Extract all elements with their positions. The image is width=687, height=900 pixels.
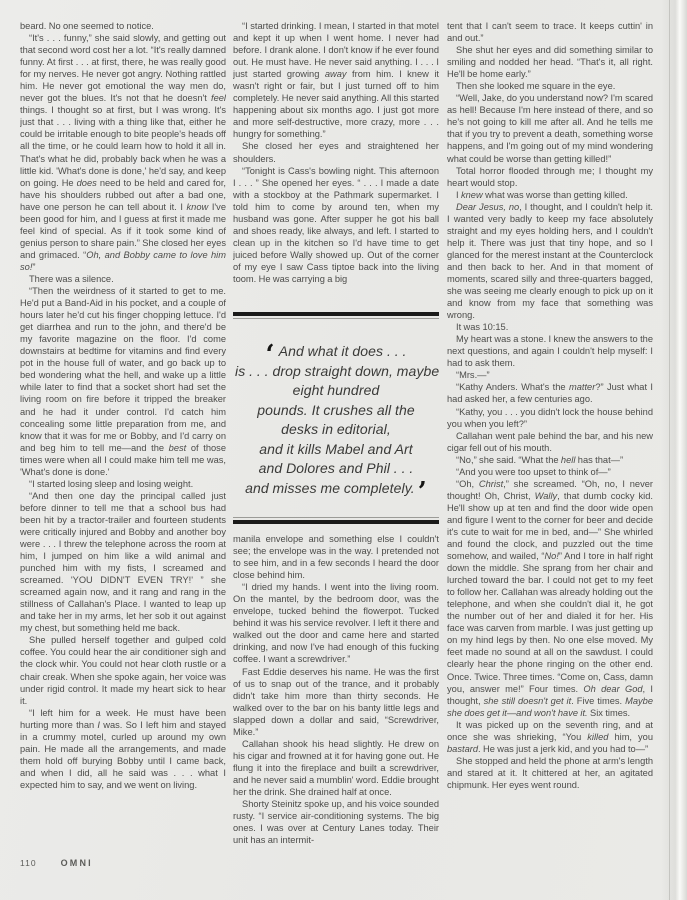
page-edge-shading: [661, 0, 687, 900]
text-column-middle: [233, 20, 439, 882]
paragraph: I knew what was worse than getting killed.: [456, 189, 628, 200]
paragraph: It was picked up on the seventh ring, and at once she was shrieking, “You killed him, you bastard. He was just a jerk kid, and you had to—”: [447, 719, 653, 754]
paragraph: It was 10:15.: [456, 322, 509, 333]
text-column-right: [447, 20, 653, 886]
pull-quote-bottom-rule: [233, 520, 439, 524]
page-edge-line: [669, 0, 670, 900]
paragraph: “Then the weirdness of it started to get to me. He'd put a Band-Aid in his pocket, and a couple of hours later he'd cut his finger chopping lettuce. I'd get diarrhea and run to the john, and there'd be my favorite magazine on the floor. I'd come downstairs at bedtime for vitamins and find every pot in the house full of water, and go back up to bed wondering what the hell, and wake up a little while later to find that a socket short had set the living room on fire before it tripped the breaker and he had it under control. I'd catch him concealing some little preparation from me, and know that it was for me or Bobby, and I'd carry on and beg him to tell me—and the best of those times were when all I could make him tell me was, 'What's done is done.': [20, 286, 226, 477]
pull-quote-box: [233, 312, 439, 524]
pull-quote-line: and Dolores and Phil . . .: [258, 460, 414, 476]
pull-quote-line: pounds. It crushes all the: [257, 401, 415, 418]
paragraph: “Well, Jake, do you understand now? I'm scared as hell! Because I'm here instead of there, and so he's not going to kill me after all. And he tells me that if you try to prevent a death, something worse happens, and I'm going out of my mind wondering what could be worse than getting killed!”: [447, 93, 653, 164]
paragraph: “Tonight is Cass's bowling night. This afternoon I . . . ” She opened her eyes. “ . . . I made a date with a stockboy at the Pathmark supermarket. I told him to come by around ten, when my husband was gone. After supper he got his ball and shoes ready, like always, and left. I started to clean up in the kitchen so I'd have time to get juiced before Wally showed up. Out of the corner of my eye I saw Cass tiptoe back into the living toom. He was carrying a big: [233, 165, 439, 284]
paragraph: Fast Eddie deserves his name. He was the first of us to snap out of the trance, and it probably didn't take him more than thirty seconds. He walked over to the bar on his banty little legs and slapped down a dollar and said, “Screwdriver, Mike.”: [233, 666, 439, 737]
paragraph: “No,” she said. “What the hell has that—”: [456, 454, 624, 465]
paragraph: “I dried my hands. I went into the living room. On the mantel, by the bedroom door, was the envelope, tucked behind the flowerpot. Tucked behind it was his service revolver. I left it there and walked out the door and came here and started drinking, and now I've had enough of this fucking coffee. I want a screwdriver.”: [233, 582, 439, 665]
close-quote-icon: ’: [417, 476, 427, 507]
paragraph: “Kathy, you . . . you didn't lock the house behind you when you left?”: [447, 406, 653, 429]
pull-quote-line: desks in editorial,: [281, 421, 391, 437]
text-column-left: [20, 20, 226, 856]
paragraph: Then she looked me square in the eye.: [456, 81, 616, 92]
page-number: 110: [20, 858, 37, 868]
paragraph: There was a silence.: [29, 273, 114, 284]
paragraph: “It's . . . funny,” she said slowly, and getting out that second word cost her a lot. “It's really damned funny. At first . . . at first, there, he was really good for my nerves. He never got angry. Nothing rattled him. He never got emotional the way men do, never got the blues. It's not that he doesn't feel things. I thought so at first, but I was wrong. It's just that . . . living with a thing like that, either he could be irritable enough to bite people's heads off all the time, or he could learn how to hold it all in. That's what he did, probably back when he was a little kid. 'What's done is done,' he'd say, and keep on going. He does need to be held and cared for, have his shoulders rubbed out after a bad one, have one person he can tell about it. I know I've been good for him, and I guess at first it made me feel kind of special. As if it took some kind of genius person to share pain.” She closed her eyes and grimaced. “Oh, and Bobby came to love him so!”: [20, 33, 226, 272]
paragraph: tent that I can't seem to trace. It keeps cuttin' in and out.”: [447, 21, 653, 44]
paragraph: Callahan shook his head slightly. He drew on his cigar and frowned at it for having gone out. He flung it into the fireplace and built a screwdriver, and he never said a mumblin' word. Eddie brought her the drink. She drained half at once.: [233, 738, 439, 797]
paragraph: Dear Jesus, no, I thought, and I couldn't help it. I wanted very badly to keep my face absolutely straight and my eyes holding hers, and I couldn't help it. There was just that tiny hope, and so I glanced for the merest instant at the Counterclock and then back to her. And in that moment of moments, scared silly and three-quarters bagged, she was seeing me clearly enough to pick up on it and know from my face that something was wrong.: [447, 201, 653, 321]
paragraph: “I started drinking. I mean, I started in that motel and kept it up when I went home. I never had before. I drank alone. I don't know if he ever found out. He must have. He never said anything. I . . . I just started growing away from him. I knew it wasn't right or fair, but I just turned off to him completely. He never said anything. All this started happening about six months ago. I just got more and more self-destructive, more crazy, more . . . hungry for something.”: [233, 21, 439, 140]
paragraph: She pulled herself together and gulped cold coffee. You could hear the air conditioner sigh and the clock whir. You could not hear cloth rustle or a chair creak. When she spoke again, her voice was under rigid control. It made my heart sick to hear it.: [20, 635, 226, 706]
magazine-title: OMNI: [60, 858, 93, 868]
middle-column-top-text: [233, 20, 439, 312]
paragraph: Callahan went pale behind the bar, and his new cigar fell out of his mouth.: [447, 430, 653, 453]
paragraph: “And you were too upset to think of—”: [456, 466, 611, 477]
paragraph: “Kathy Anders. What's the matter?” Just what I had asked her, a few centuries ago.: [447, 382, 653, 405]
paragraph: She closed her eyes and straightened her shoulders.: [233, 141, 439, 164]
pull-quote-line: and it kills Mabel and Art: [259, 440, 413, 457]
paragraph: Shorty Steinitz spoke up, and his voice sounded rusty. “I service air-conditioning systems. The big ones. I was over at Century Lanes today. Their unit has an intermit-: [233, 799, 439, 846]
paragraph: She stopped and held the phone at arm's length and stared at it. It chittered at her, an agitated chipmunk. Her eyes went round.: [447, 755, 653, 790]
pull-quote-text: [233, 319, 439, 517]
pull-quote-line: ‘ And what it does . . .: [265, 340, 407, 370]
middle-column-bottom-text: [233, 533, 439, 846]
paragraph: “Oh, Christ,” she screamed. “Oh, no, I never thought! Oh, Christ, Wally, that dumb cocky kid. He'll show up at ten and find the door wide open and figure I went to the corner for beer and decide it's cute to wait for me in bed, and—” She whirled and found the clock, and puzzled out the time somehow, and wailed, “No!” And I tore in half right down the middle. She sprang from her chair and lurched toward the bar. I could not get to my feet to follow her. Callahan was already holding out the telephone, and when she couldn't dial it, he got the number out of her and dialed it for her. His face was carven from marble. I was just getting up on my hind legs by then. No one else moved. My feet made no sound at all on the sawdust. I could clearly hear the phone ringing on the other end. Once. Twice. Three times. “Come on, Cass, damn you, answer me!” Four times. Oh dear God, I thought, she still doesn't get it. Five times. Maybe she does get it—and won't have it. Six times.: [447, 478, 653, 718]
paragraph: manila envelope and something else I couldn't see; the envelope was in the way. I pretended not to see him, and in a few seconds I heard the door close behind him.: [233, 534, 439, 581]
paragraph: “Mrs.—”: [456, 370, 490, 381]
pull-quote-line: and misses me completely. ’: [245, 476, 427, 507]
paragraph: beard. No one seemed to notice.: [20, 21, 154, 31]
pull-quote-line: eight hundred: [292, 382, 380, 398]
paragraph: “And then one day the principal called just before dinner to tell me that a school bus had been hit by a tractor-trailer and fourteen students were critically injured and Bobby and another boy were . . . I threw the telephone across the room at him, I jumped on him like a wild animal and punched him with my fists, I screamed and screamed. 'YOU DIDN'T EVEN TRY!' ” she screamed again now, and it rang and rang in the stillness of Callahan's Place. I wanted to leap up and take her in my arms, let her sob it out against my chest, but something held me back.: [20, 490, 226, 634]
paragraph: She shut her eyes and did something similar to smiling and nodded her head. “That's it, all right. He'll be home early.”: [447, 45, 653, 80]
paragraph: “I started losing sleep and losing weight.: [29, 478, 194, 489]
open-quote-icon: ‘: [265, 340, 275, 370]
paragraph: “I left him for a week. He must have been hurting more than I was. So I left him and stayed in a crummy motel, curled up around my own pain. He made all the arrangements, and made them hold off burying Bobby until I came back, and when I did, all he said was . . . what I expected him to say, and we went on living.: [20, 707, 226, 790]
page-footer: [20, 858, 220, 868]
paragraph: Total horror flooded through me; I thought my heart would stop.: [447, 165, 653, 188]
paragraph: My heart was a stone. I knew the answers to the next questions, and again I couldn't help myself: I had to ask them.: [447, 334, 653, 369]
pull-quote-line: is . . . drop straight down, maybe: [235, 362, 439, 379]
